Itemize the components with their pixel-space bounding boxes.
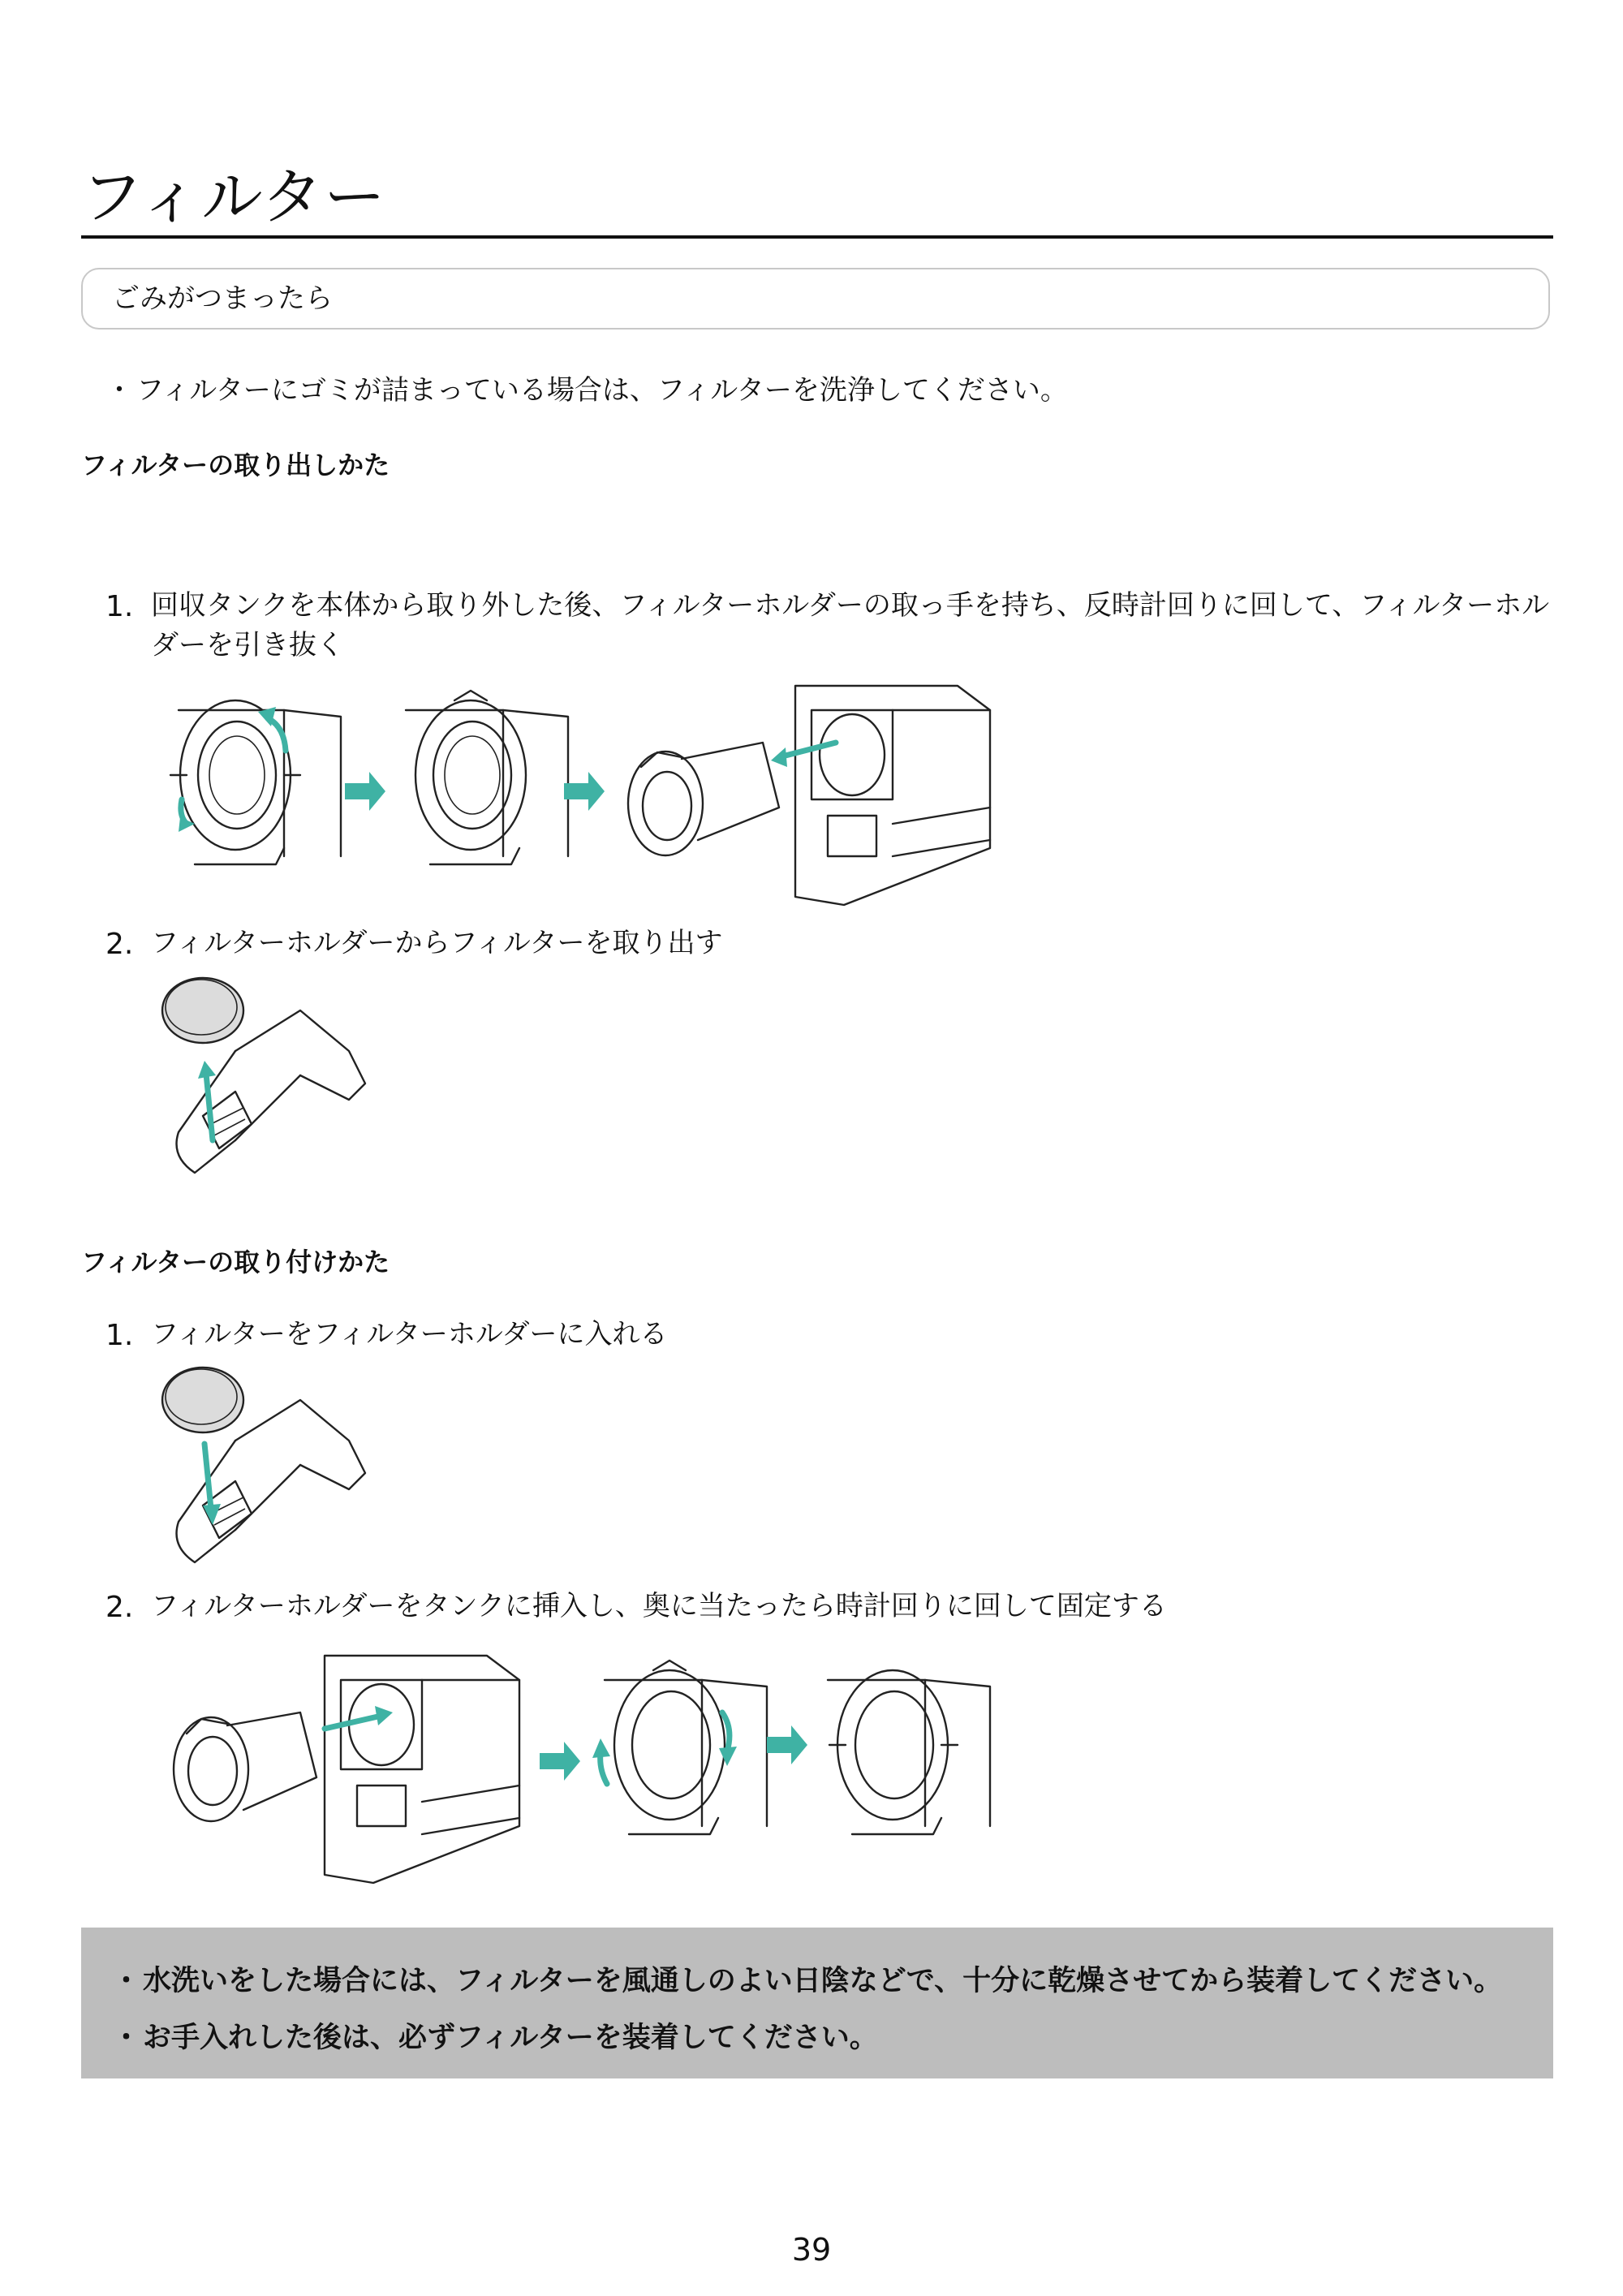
step-text: フィルターホルダーからフィルターを取り出す: [151, 927, 723, 959]
install-step-1: [105, 1315, 1550, 1355]
holder-locked-view: [828, 1670, 990, 1834]
install-heading: フィルターの取り付けかた: [81, 1247, 390, 1277]
removal-step-1-illustration: [162, 661, 990, 921]
note-line-2: [112, 2015, 878, 2056]
removal-heading: フィルターの取り出しかた: [81, 450, 390, 480]
note-text: お手入れした後は、必ずフィルターを装着してください。: [143, 2022, 878, 2054]
intro-bullet: [105, 372, 1068, 411]
holder-rotated-view: [406, 691, 568, 864]
page-title: フィルター: [81, 161, 386, 233]
note-text: 水洗いをした場合には、フィルターを風通しのよい日陰などで、十分に乾燥させてから装着してください。: [143, 1965, 1503, 1997]
removal-step-2-illustration: [154, 970, 381, 1197]
tank-body: [795, 686, 990, 905]
install-step-2-illustration: [162, 1648, 990, 1907]
step-text: 回収タンクを本体から取り外した後、フィルターホルダーの取っ手を持ち、反時計回りに回して、フィルターホルダーを引き抜く: [151, 589, 1550, 662]
section-label-box: [81, 268, 1550, 330]
bullet-mark: ・: [112, 2022, 141, 2054]
section-label: ごみがつまったら: [112, 282, 333, 315]
holder-outside-tank: [174, 1712, 316, 1821]
install-step-1-illustration: [154, 1359, 381, 1587]
intro-bullet-text: フィルターにゴミが詰まっている場合は、フィルターを洗浄してください。: [136, 374, 1068, 407]
caution-note-box: [81, 1928, 1553, 2078]
page-number: 39: [791, 2232, 832, 2268]
step-text: フィルターをフィルターホルダーに入れる: [151, 1318, 668, 1350]
step-number: 2.: [105, 1591, 134, 1624]
note-line-1: [112, 1958, 1502, 1999]
tank-body: [325, 1656, 519, 1883]
step-number: 2.: [105, 928, 134, 961]
removal-step-1: [105, 586, 1550, 666]
holder-front-view: [170, 700, 341, 864]
removal-step-2: [105, 924, 1550, 963]
holder-turning-view: [605, 1661, 767, 1834]
bullet-mark: ・: [112, 1965, 141, 1997]
bullet-mark: ・: [105, 374, 133, 407]
step-number: 1.: [105, 590, 134, 623]
install-step-2: [105, 1587, 1550, 1626]
step-text: フィルターホルダーをタンクに挿入し、奥に当たったら時計回りに回して固定する: [151, 1590, 1167, 1622]
step-number: 1.: [105, 1319, 134, 1352]
title-divider: [81, 235, 1553, 239]
holder-removed: [628, 743, 779, 855]
